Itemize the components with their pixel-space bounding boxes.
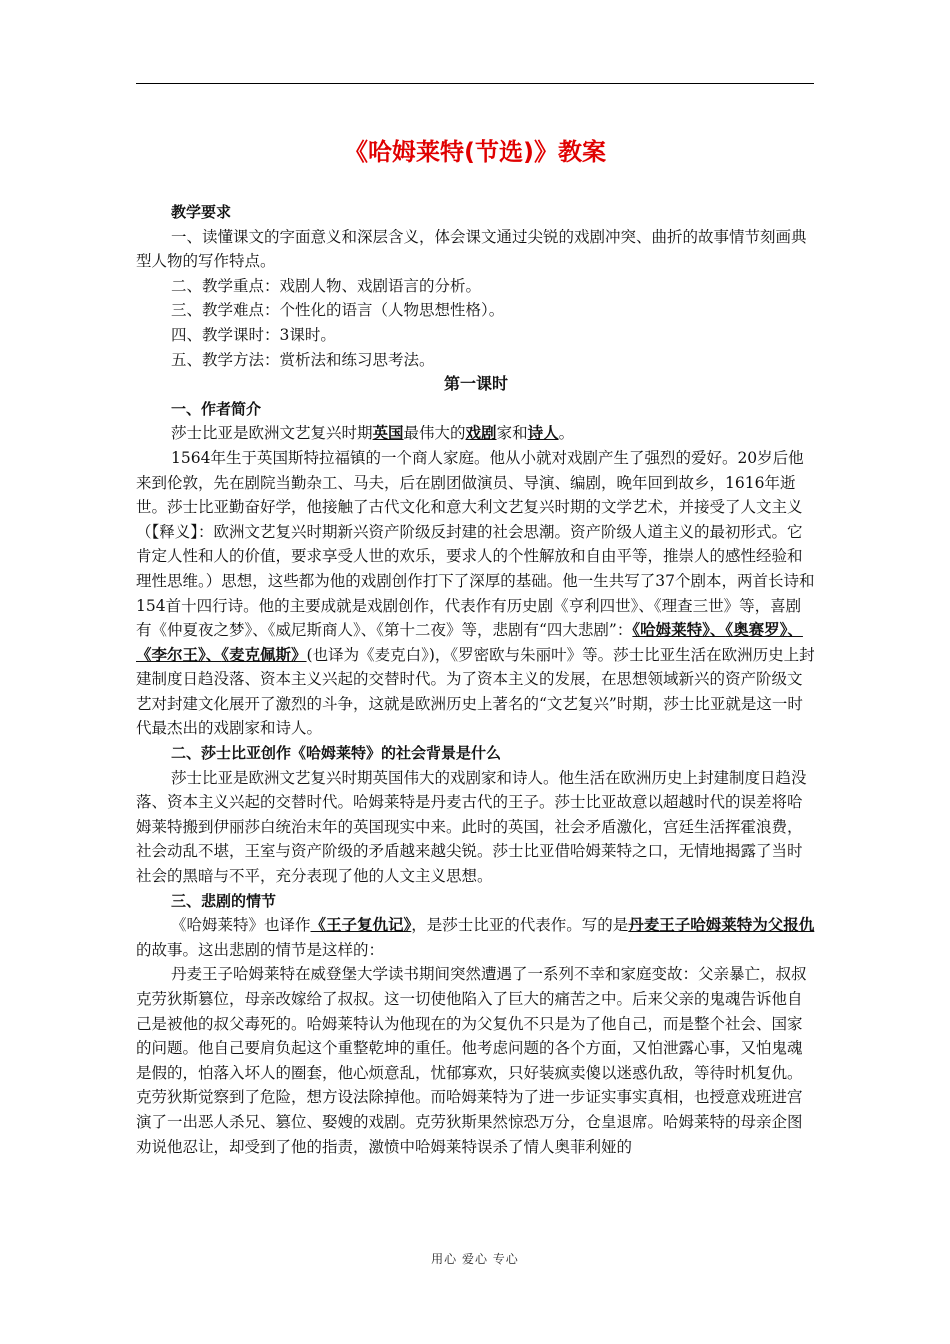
section-heading-author: 一、作者简介 [171,399,262,418]
text-run: 家和 [496,424,528,443]
requirements-heading: 教学要求 [171,203,232,221]
background-paragraph: 莎士比亚是欧洲文艺复兴时期英国伟大的戏剧家和诗人。他生活在欧洲历史上封建制度日趋没落、资本主义兴起的交替时代。哈姆莱特是丹麦古代的王子。莎士比亚故意以超越时代的误差将哈姆莱特搬到伊丽莎白统治末年的英国现实中来。此时的英国，社会矛盾激化，宫廷生活挥霍浪费，社会动乱不堪，王室与资产阶级的矛盾越来越尖锐。莎士比亚借哈姆莱特之口，无情地揭露了当时社会的黑暗与不平，充分表现了他的人文主义思想。 [136,768,807,886]
lesson-heading: 第一课时 [443,374,508,394]
author-intro-paragraph [136,421,816,446]
text-run: 1564年生于英国斯特拉福镇的一个商人家庭。他从小就对戏剧产生了强烈的爱好。20岁后他来到伦敦，先在剧院当勤杂工、马夫，后在剧团做演员、导演、编剧，晚年回到故乡，1616年逝世。莎士比亚勤奋好学，他接触了古代文化和意大利文艺复兴时期的文学艺术，并接受了人文主义（【释义】：欧洲文艺复兴时期新兴资产阶级反封建的社会思潮。资产阶级人道主义的最初形式。它肯定人性和人的价值，要求享受人世的欢乐，要求人的个性解放和自由平等，推崇人的感性经验和理性思维。）思想，这些都为他的戏剧创作打下了深厚的基础。他一生共写了37个剧本，两首长诗和154首十四行诗。他的主要成就是戏剧创作，代表作有历史剧《亨利四世》、《理查三世》等，喜剧有《仲夏夜之梦》、《威尼斯商人》、《第十二夜》等，悲剧有“四大悲剧”： [136,448,815,640]
text-run: (也译为《麦克白》)，《罗密欧与朱丽叶》等。莎士比亚生活在欧洲历史上封建制度日趋没落、资本主义兴起的交替时代。为了资本主义的发展，在思想领域新兴的资产阶级文艺对封建文化展开了激烈的斗争，这就是欧洲历史上著名的“文艺复兴”时期，莎士比亚就是这一时代最杰出的戏剧家和诗人。 [136,645,815,738]
requirement-item: 四、教学课时：3课时。 [171,325,336,344]
requirement-item: 五、教学方法：赏析法和练习思考法。 [171,350,435,369]
page-footer: 用心 爱心 专心 [431,1252,519,1266]
underlined-term: 、 [787,620,803,640]
underlined-term: 《王子复仇记》 [310,915,412,935]
requirement-item: 二、教学重点：戏剧人物、戏剧语言的分析。 [171,276,482,295]
document-body [136,200,816,1159]
section-heading-background: 二、莎士比亚创作《哈姆莱特》的社会背景是什么 [171,744,502,763]
plot-paragraph: 丹麦王子哈姆莱特在威登堡大学读书期间突然遭遇了一系列不幸和家庭变故：父亲暴亡，叔叔克劳狄斯篡位，母亲改嫁给了叔叔。这一切使他陷入了巨大的痛苦之中。后来父亲的鬼魂告诉他自己是被他的叔父毒死的。哈姆莱特认为他现在的为父复仇不只是为了他自己，而是整个社会、国家的问题。他自己要肩负起这个重整乾坤的重任。他考虑问题的各个方面，又怕泄露心事，又怕鬼魂是假的，怕落入坏人的圈套，他心烦意乱，忧郁寡欢，只好装疯卖傻以迷惑仇敌，等待时机复仇。克劳狄斯觉察到了危险，想方设法除掉他。而哈姆莱特为了进一步证实事实真相，也授意戏班进宫演了一出恶人杀兄、篡位、娶嫂的戏剧。克劳狄斯果然惊恐万分，仓皇退席。哈姆莱特的母亲企图劝说他忍让，却受到了他的指责，激愤中哈姆莱特误杀了情人奥菲利娅的 [136,965,807,1156]
underlined-term: 戏剧 [465,423,497,443]
section-heading-plot: 三、悲剧的情节 [171,891,277,910]
underlined-term: 《哈姆莱特》 [632,620,710,640]
requirement-item: 三、教学难点：个性化的语言（人物思想性格）。 [171,301,505,320]
underlined-term: 丹麦王子哈姆莱特为父报仇 [628,915,815,935]
header-rule [136,83,814,84]
text-run: 《哈姆莱特》也译作 [171,916,311,935]
text-run: 莎士比亚是欧洲文艺复兴时期 [171,424,373,443]
document-title: 《哈姆莱特(节选)》教案 [344,138,606,166]
requirement-item: 一、读懂课文的字面意义和深层含义，体会课文通过尖锐的戏剧冲突、曲折的故事情节刻画典型人物的写作特点。 [136,227,807,271]
text-run: 。 [558,424,575,443]
underlined-term: 《李尔王》 [136,644,206,664]
underlined-term: 《麦克佩斯》 [221,644,307,664]
text-run: 最伟大的 [403,424,466,443]
underlined-term: 诗人 [527,423,559,443]
underlined-term: 、 [709,620,726,640]
underlined-term: 英国 [372,423,404,443]
text-run: ，是莎士比亚的代表作。写的是 [411,916,629,935]
underlined-term: 《奥赛罗》 [725,620,788,640]
underlined-term: 、 [205,644,222,664]
plot-intro-paragraph [136,913,816,962]
text-run: 的故事。这出悲剧的情节是这样的： [136,940,385,959]
author-biography-paragraph [136,446,816,741]
